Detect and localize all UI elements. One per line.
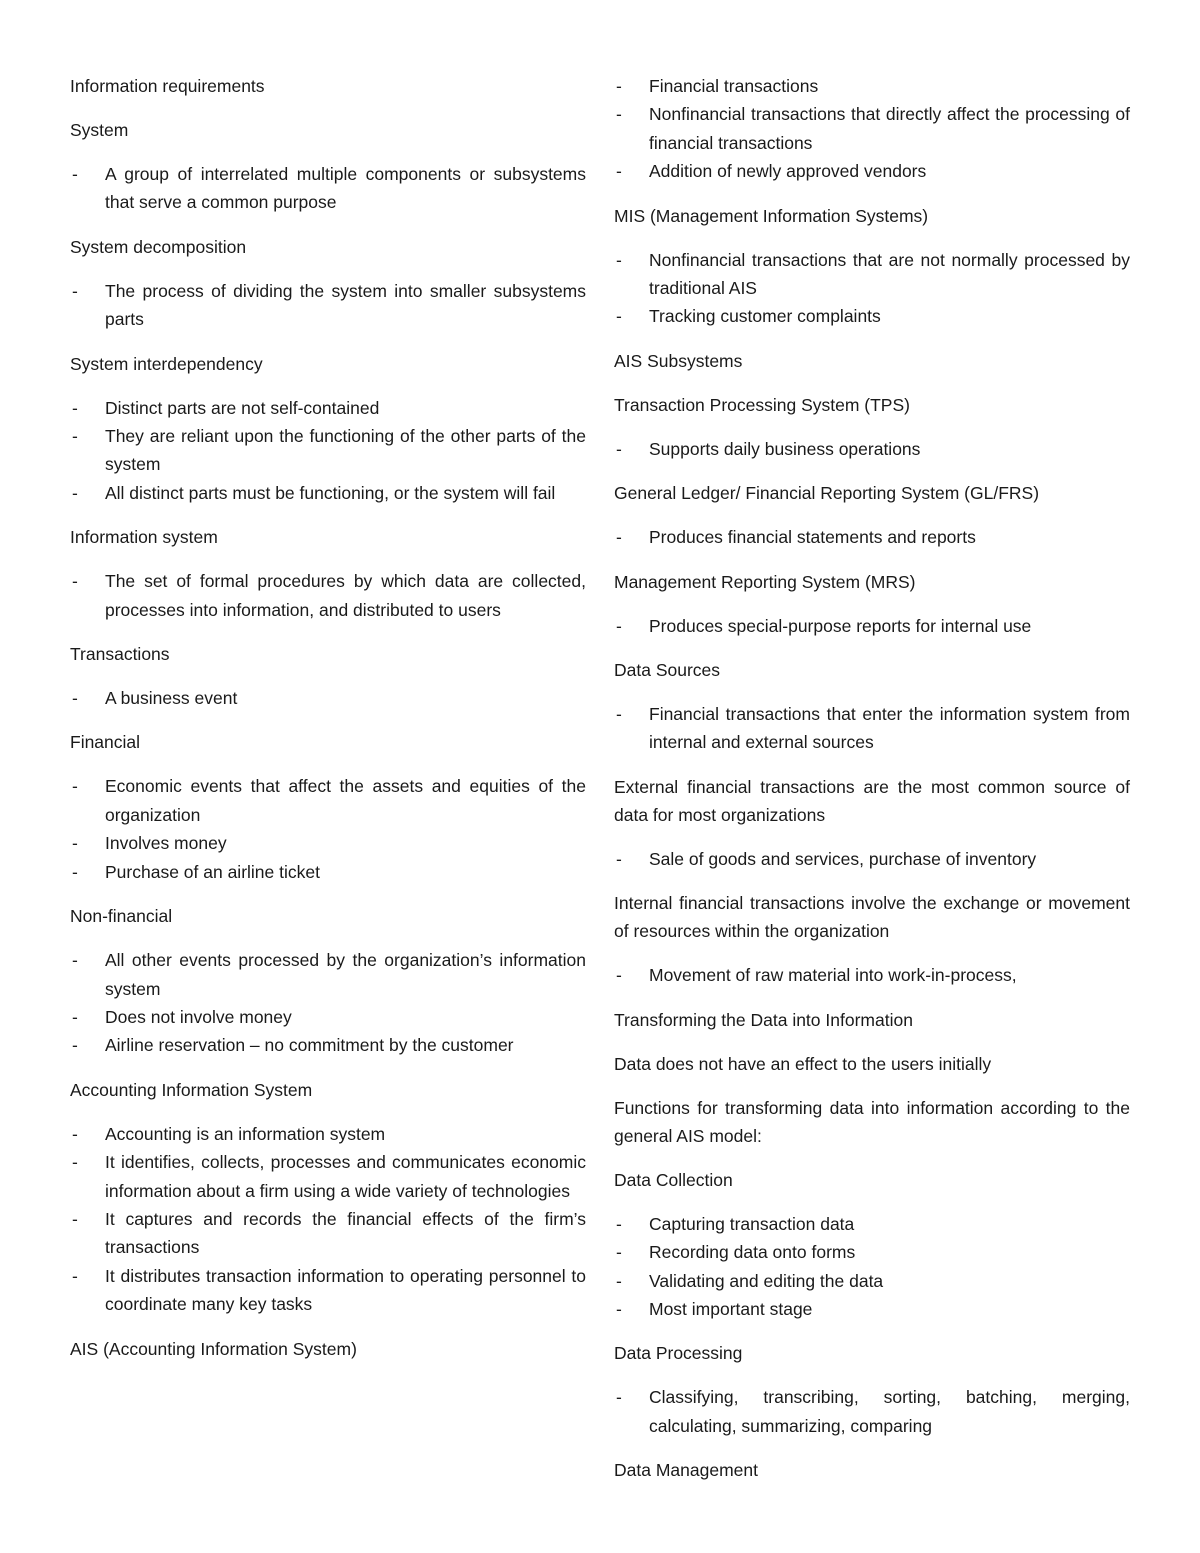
list-item: - It identifies, collects, processes and communicates economic information about a firm using a wide variety of technologies (70, 1148, 586, 1205)
list-item: - It captures and records the financial effects of the firm’s transactions (70, 1205, 586, 1262)
list-item: - Validating and editing the data (614, 1267, 1130, 1295)
heading-data-management: Data Management (614, 1460, 758, 1481)
list-item: - Sale of goods and services, purchase of inventory (614, 845, 1130, 873)
list-item: - Distinct parts are not self-contained (70, 394, 586, 422)
heading-data-collection: Data Collection (614, 1169, 733, 1190)
heading-mrs: Management Reporting System (MRS) (614, 571, 916, 592)
heading-accounting-information-system: Accounting Information System (70, 1079, 313, 1100)
list-item: - Supports daily business operations (614, 435, 1130, 463)
list-item: - The process of dividing the system into smaller subsystems parts (70, 277, 586, 334)
paragraph-functions: Functions for transforming data into information according to the general AIS model: (614, 1097, 1130, 1146)
list-item: - Does not involve money (70, 1003, 586, 1031)
list-item: - They are reliant upon the functioning of the other parts of the system (70, 422, 586, 479)
bullet-list (614, 961, 1130, 989)
heading-information-requirements: Information requirements (70, 76, 265, 96)
paragraph-external-transactions: External financial transactions are the most common source of data for most organizations (614, 776, 1130, 825)
bullet-list (70, 684, 586, 712)
bullet-list (614, 612, 1130, 640)
heading-financial: Financial (70, 732, 141, 753)
list-item: - It distributes transaction information to operating personnel to coordinate many key tasks (70, 1262, 586, 1319)
list-item: - Financial transactions (614, 72, 1130, 100)
list-item: - Economic events that affect the assets and equities of the organization (70, 772, 586, 829)
heading-gl-frs: General Ledger/ Financial Reporting System (GL/FRS) (614, 483, 1040, 504)
list-item: - Recording data onto forms (614, 1238, 1130, 1266)
heading-information-system: Information system (70, 527, 218, 548)
bullet-list (70, 567, 586, 624)
list-item: - The set of formal procedures by which data are collected, processes into information, and distributed to users (70, 567, 586, 624)
list-item: - Produces financial statements and reports (614, 523, 1130, 551)
heading-non-financial: Non-financial (70, 906, 173, 927)
heading-transforming-data: Transforming the Data into Information (614, 1009, 913, 1030)
list-item: - Addition of newly approved vendors (614, 157, 1130, 185)
bullet-list (70, 1120, 586, 1319)
bullet-list (70, 946, 586, 1060)
heading-ais: AIS (Accounting Information System) (70, 1338, 357, 1359)
bullet-list (70, 160, 586, 217)
statement-data-effect: Data does not have an effect to the users initially (614, 1053, 992, 1074)
bullet-list (614, 700, 1130, 757)
list-item: - Airline reservation – no commitment by the customer (70, 1031, 586, 1059)
heading-ais-subsystems: AIS Subsystems (614, 350, 743, 371)
heading-system: System (70, 120, 129, 140)
list-item: - Tracking customer complaints (614, 302, 1130, 330)
heading-tps: Transaction Processing System (TPS) (614, 394, 910, 415)
left-column (70, 72, 586, 1379)
list-item: - Involves money (70, 829, 586, 857)
heading-data-sources: Data Sources (614, 660, 721, 681)
bullet-list (614, 72, 1130, 186)
list-item: - All distinct parts must be functioning, or the system will fail (70, 479, 586, 507)
list-item: - A business event (70, 684, 586, 712)
list-item: - Nonfinancial transactions that are not normally processed by traditional AIS (614, 246, 1130, 303)
bullet-list (70, 772, 586, 886)
list-item: - Accounting is an information system (70, 1120, 586, 1148)
list-item: - All other events processed by the organization’s information system (70, 946, 586, 1003)
bullet-list (614, 1383, 1130, 1440)
heading-system-interdependency: System interdependency (70, 353, 263, 374)
list-item: - Produces special-purpose reports for internal use (614, 612, 1130, 640)
heading-system-decomposition: System decomposition (70, 236, 247, 257)
bullet-list (70, 277, 586, 334)
list-item: - A group of interrelated multiple components or subsystems that serve a common purpose (70, 160, 586, 217)
list-item: - Capturing transaction data (614, 1210, 1130, 1238)
list-item: - Most important stage (614, 1295, 1130, 1323)
list-item: - Purchase of an airline ticket (70, 858, 586, 886)
bullet-list (614, 845, 1130, 873)
heading-data-processing: Data Processing (614, 1343, 743, 1364)
bullet-list (70, 394, 586, 508)
list-item: - Financial transactions that enter the information system from internal and external sources (614, 700, 1130, 757)
paragraph-internal-transactions: Internal financial transactions involve the exchange or movement of resources within the organization (614, 893, 1130, 942)
right-column (614, 72, 1130, 1500)
bullet-list (614, 246, 1130, 331)
heading-transactions: Transactions (70, 644, 170, 665)
bullet-list (614, 523, 1130, 551)
list-item: - Movement of raw material into work-in-process, (614, 961, 1130, 989)
list-item: - Nonfinancial transactions that directly affect the processing of financial transactions (614, 100, 1130, 157)
list-item: - Classifying, transcribing, sorting, batching, merging, calculating, summarizing, comparing (614, 1383, 1130, 1440)
bullet-list (614, 1210, 1130, 1324)
bullet-list (614, 435, 1130, 463)
heading-mis: MIS (Management Information Systems) (614, 205, 929, 226)
